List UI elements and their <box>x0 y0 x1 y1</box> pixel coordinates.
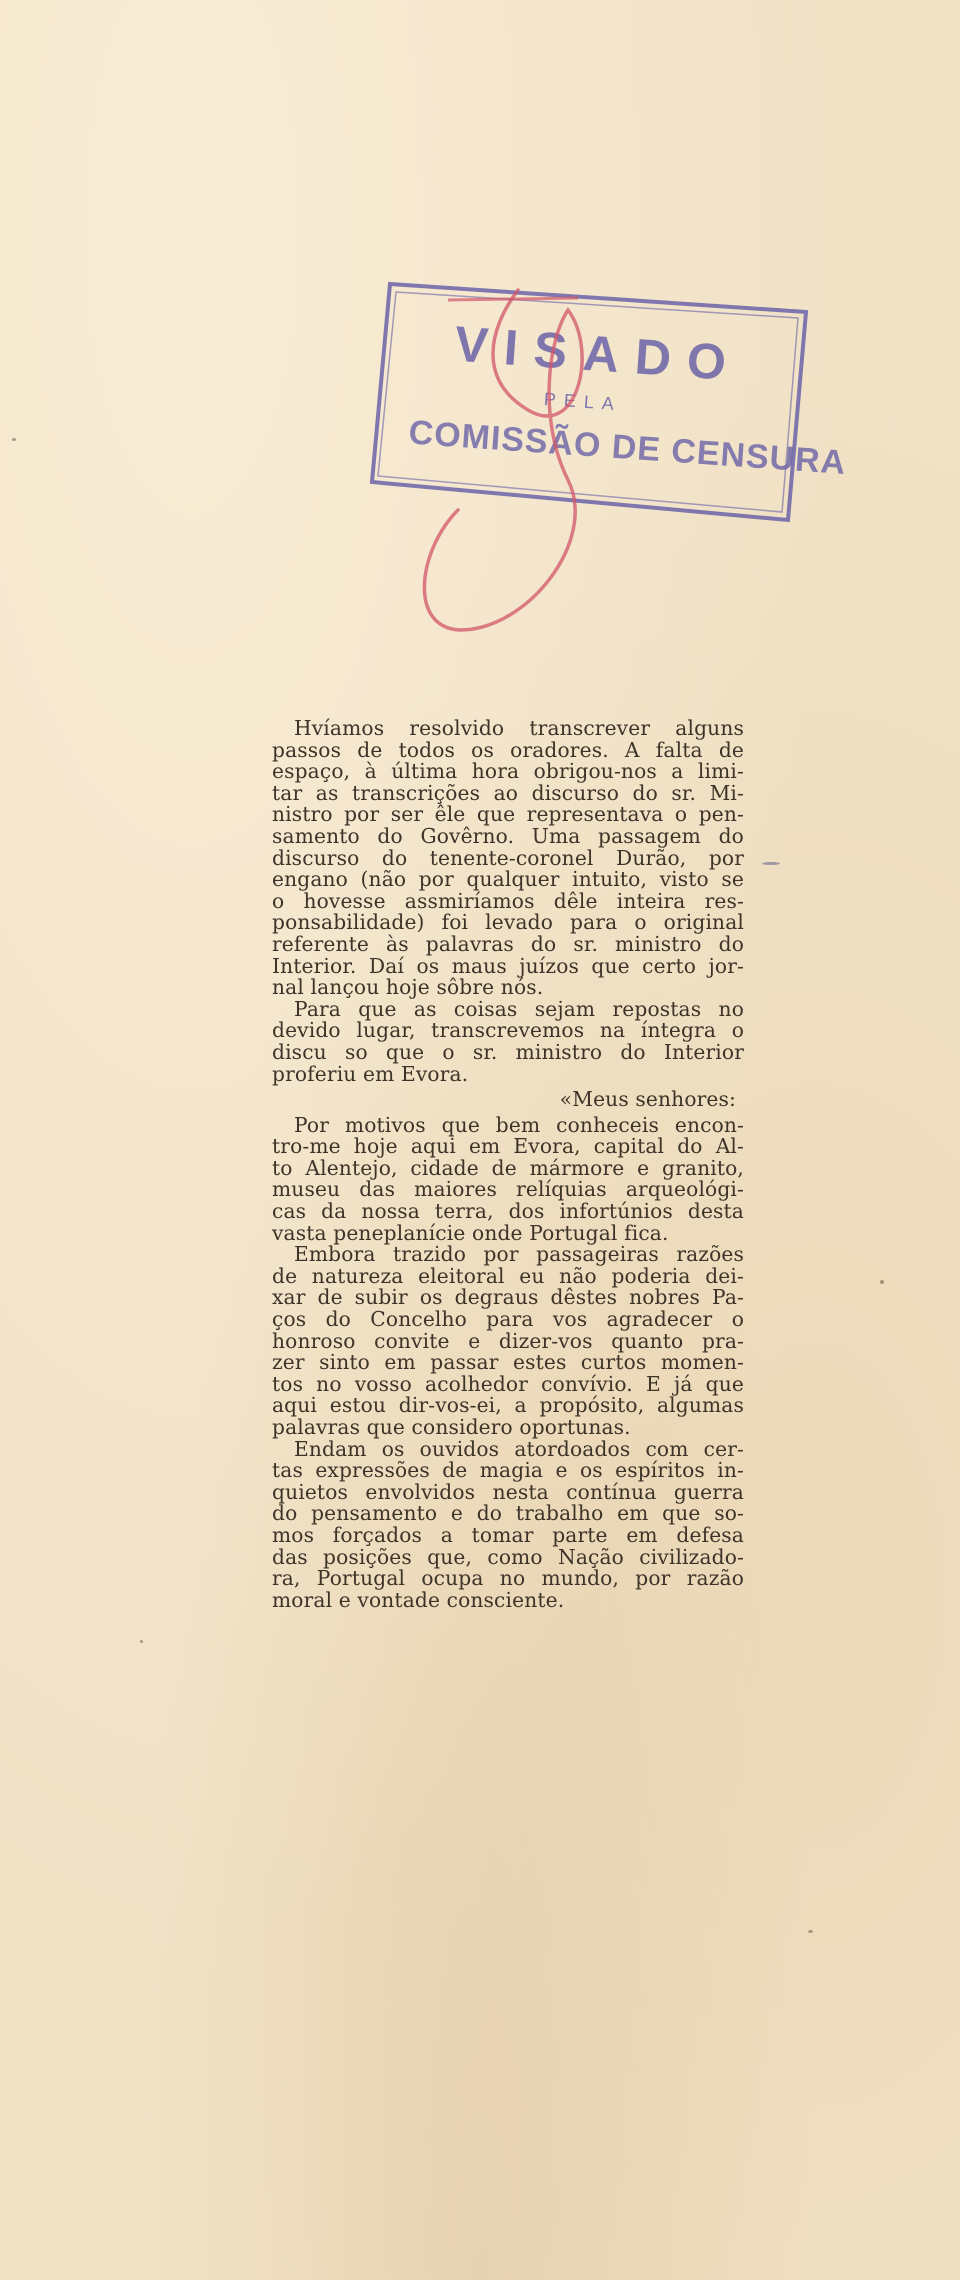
stamp-line-pela: PELA <box>543 388 623 415</box>
article-line: samento do Govêrno. Uma passagem do <box>272 823 744 848</box>
article-line: to Alentejo, cidade de mármore e granito, <box>272 1155 744 1180</box>
paper-speck <box>140 1640 143 1643</box>
article-line: engano (não por qualquer intuito, visto se <box>272 867 744 892</box>
article-line: quietos envolvidos nesta contínua guerra <box>272 1479 744 1504</box>
article-line: Para que as coisas sejam repostas no <box>294 996 744 1021</box>
article-line: «Meus senhores: <box>559 1087 736 1112</box>
article-line: mos forçados a tomar parte em defesa <box>272 1522 744 1547</box>
article-line: nistro por ser êle que representava o pen- <box>272 802 744 827</box>
article-line: Embora trazido por passageiras razões <box>294 1242 744 1267</box>
article-line: o hovesse assmiríamos dêle inteira res- <box>272 888 744 913</box>
article-line: Hvíamos resolvido transcrever alguns <box>294 716 744 740</box>
article-line: honroso convite e dizer-vos quanto pra- <box>272 1328 744 1353</box>
article-line: discu so que o sr. ministro do Interior <box>272 1039 744 1064</box>
article-line: espaço, à última hora obrigou-nos a limi- <box>272 759 744 784</box>
article-line: tas expressões de magia e os espíritos in- <box>272 1458 744 1483</box>
article-body <box>272 718 744 1611</box>
article-line: referente às palavras do sr. ministro do <box>272 931 744 956</box>
article-line: nal lançou hoje sôbre nós. <box>272 975 544 1000</box>
article-line: cas da nossa terra, dos infortúnios desta <box>272 1199 744 1224</box>
article-line: passos de todos os oradores. A falta de <box>272 737 744 762</box>
stamp-line-comissao: COMISSÃO DE CENSURA <box>407 413 848 482</box>
article-line: Interior. Daí os maus juízos que certo jor- <box>272 953 744 978</box>
article-line: palavras que considero oportunas. <box>272 1415 631 1439</box>
article-line: museu das maiores relíquias arqueológi- <box>272 1177 744 1202</box>
article-line: das posições que, como Nação civilizado- <box>272 1544 744 1569</box>
paper-speck <box>808 1930 813 1933</box>
article-line: tar as transcrições ao discurso do sr. Mi- <box>272 780 744 805</box>
article-line: vasta peneplanície onde Portugal fica. <box>272 1220 669 1245</box>
article-line: devido lugar, transcrevemos na íntegra o <box>272 1018 744 1043</box>
paper-speck <box>880 1280 884 1284</box>
article-line: tro-me hoje aqui em Evora, capital do Al- <box>272 1134 744 1159</box>
article-line: ra, Portugal ocupa no mundo, por razão <box>272 1566 744 1591</box>
article-line: zer sinto em passar estes curtos momen- <box>272 1350 744 1375</box>
article-line: Por motivos que bem conheceis encon- <box>294 1112 744 1137</box>
article-line: proferiu em Evora. <box>272 1061 469 1086</box>
article-line: Endam os ouvidos atordoados com cer- <box>294 1436 744 1461</box>
censorship-stamp <box>368 270 848 530</box>
article-line: moral e vontade consciente. <box>272 1587 565 1612</box>
paper-speck <box>12 438 16 441</box>
paper-speck <box>762 862 780 865</box>
article-line: de natureza eleitoral eu não poderia dei- <box>272 1263 744 1288</box>
article-line: aqui estou dir-vos-ei, a propósito, algumas <box>272 1393 744 1418</box>
article-line: discurso do tenente-coronel Durão, por <box>272 845 744 870</box>
article-line: xar de subir os degraus dêstes nobres Pa- <box>272 1285 744 1310</box>
article-line: do pensamento e do trabalho em que so- <box>272 1501 744 1526</box>
stamp-line-visado: VISADO <box>452 315 744 392</box>
article-line: ços do Concelho para vos agradecer o <box>272 1307 744 1332</box>
article-line: tos no vosso acolhedor convívio. E já que <box>272 1371 744 1396</box>
article-line: ponsabilidade) foi levado para o original <box>272 910 744 935</box>
